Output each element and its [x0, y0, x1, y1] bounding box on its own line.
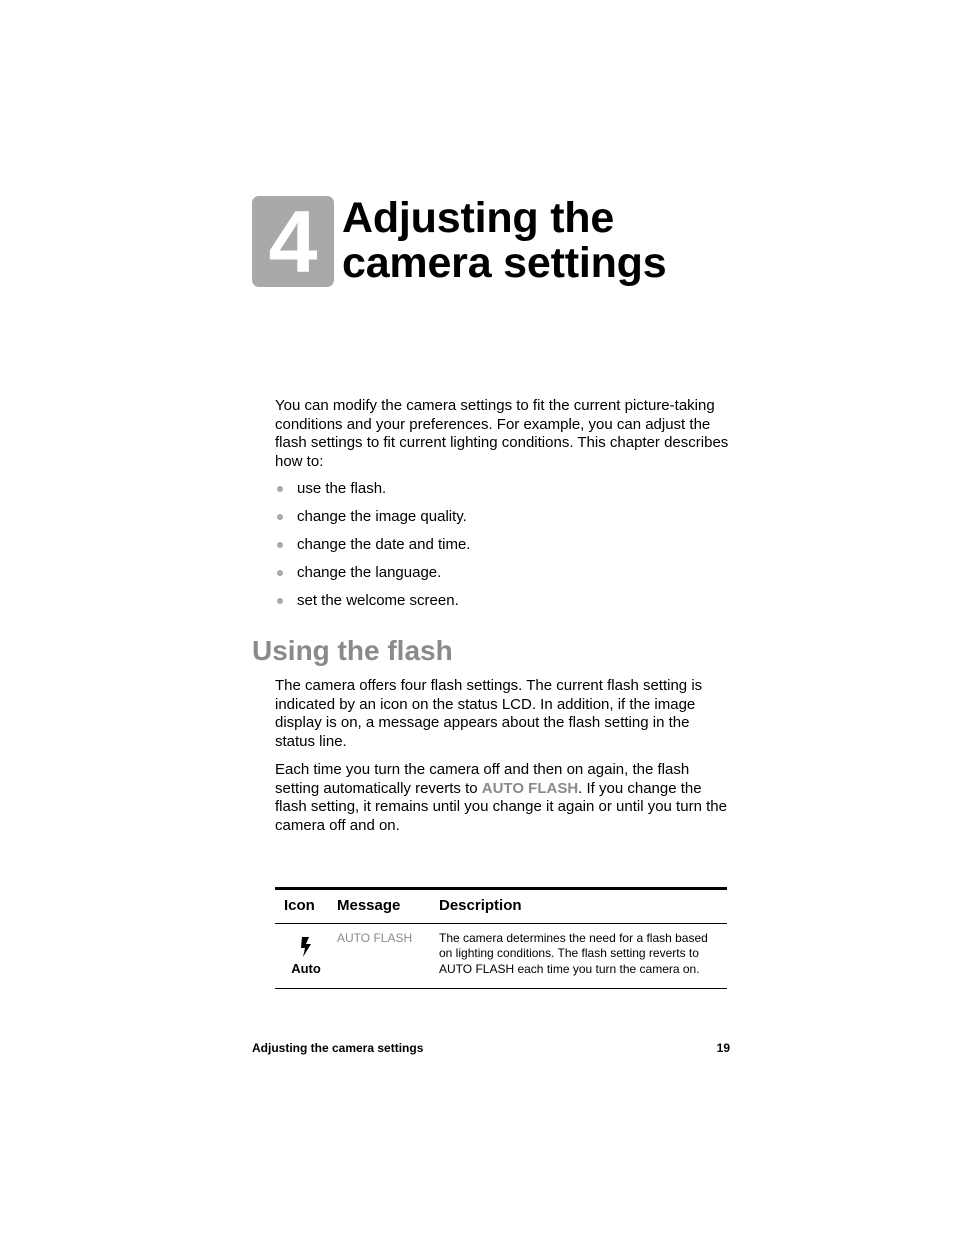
section-heading: Using the flash — [252, 635, 453, 666]
paragraph-text: Each time you turn the camera off and then on again, the flash setting automatically reverts to — [275, 761, 690, 797]
flash-settings-table — [275, 887, 727, 989]
footer-title: Adjusting the camera settings — [252, 1041, 424, 1055]
list-item — [275, 592, 730, 620]
bullet-icon — [277, 486, 283, 492]
column-header-label: Icon — [284, 896, 315, 914]
flash-paragraph-1: The camera offers four flash settings. The current flash setting is indicated by an icon on the status LCD. In addition, if the image display is on, a message appears about the flash setting in the status line. — [275, 677, 703, 751]
list-item-text: change the language. — [297, 564, 442, 581]
auto-flash-icon-group — [291, 931, 321, 976]
column-header-description: Description — [439, 889, 727, 924]
list-item — [275, 564, 730, 592]
topic-list — [275, 480, 730, 620]
chapter-number-badge: 4 — [252, 196, 334, 287]
chapter-title-line-2: camera settings — [342, 239, 667, 287]
chapter-title — [342, 196, 762, 286]
message-cell: AUTO FLASH — [337, 924, 439, 989]
column-header-icon — [275, 889, 337, 924]
list-item — [275, 480, 730, 508]
table-header-row — [275, 889, 727, 924]
description-cell: The camera determines the need for a flash based on lighting conditions. The flash setting reverts to AUTO FLASH each time you turn the camera on. — [439, 924, 727, 989]
intro-paragraph: You can modify the camera settings to fit the current picture-taking conditions and your preferences. For example, you can adjust the flash settings to fit current lighting conditions. This chapter describes how to: — [275, 397, 729, 471]
list-item-text: set the welcome screen. — [297, 592, 459, 609]
auto-flash-term: AUTO FLASH — [481, 779, 579, 797]
flash-icon — [299, 936, 313, 958]
bullet-icon — [277, 598, 283, 604]
paragraph-text: . If you change the flash setting, it remains until you change it again or until you turn the camera off and on. — [275, 779, 727, 835]
icon-label: Auto — [291, 961, 321, 976]
page-number: 19 — [716, 1041, 730, 1055]
icon-cell — [275, 924, 337, 989]
bullet-icon — [277, 570, 283, 576]
column-header-message: Message — [337, 889, 439, 924]
bullet-icon — [277, 514, 283, 520]
list-item-text: use the flash. — [297, 480, 387, 497]
list-item — [275, 508, 730, 536]
bullet-icon — [277, 542, 283, 548]
flash-paragraph-2 — [275, 761, 730, 836]
table-row — [275, 924, 727, 989]
list-item — [275, 536, 730, 564]
list-item-text: change the image quality. — [297, 508, 467, 525]
list-item-text: change the date and time. — [297, 536, 471, 553]
chapter-title-line-1: Adjusting the — [342, 194, 615, 242]
